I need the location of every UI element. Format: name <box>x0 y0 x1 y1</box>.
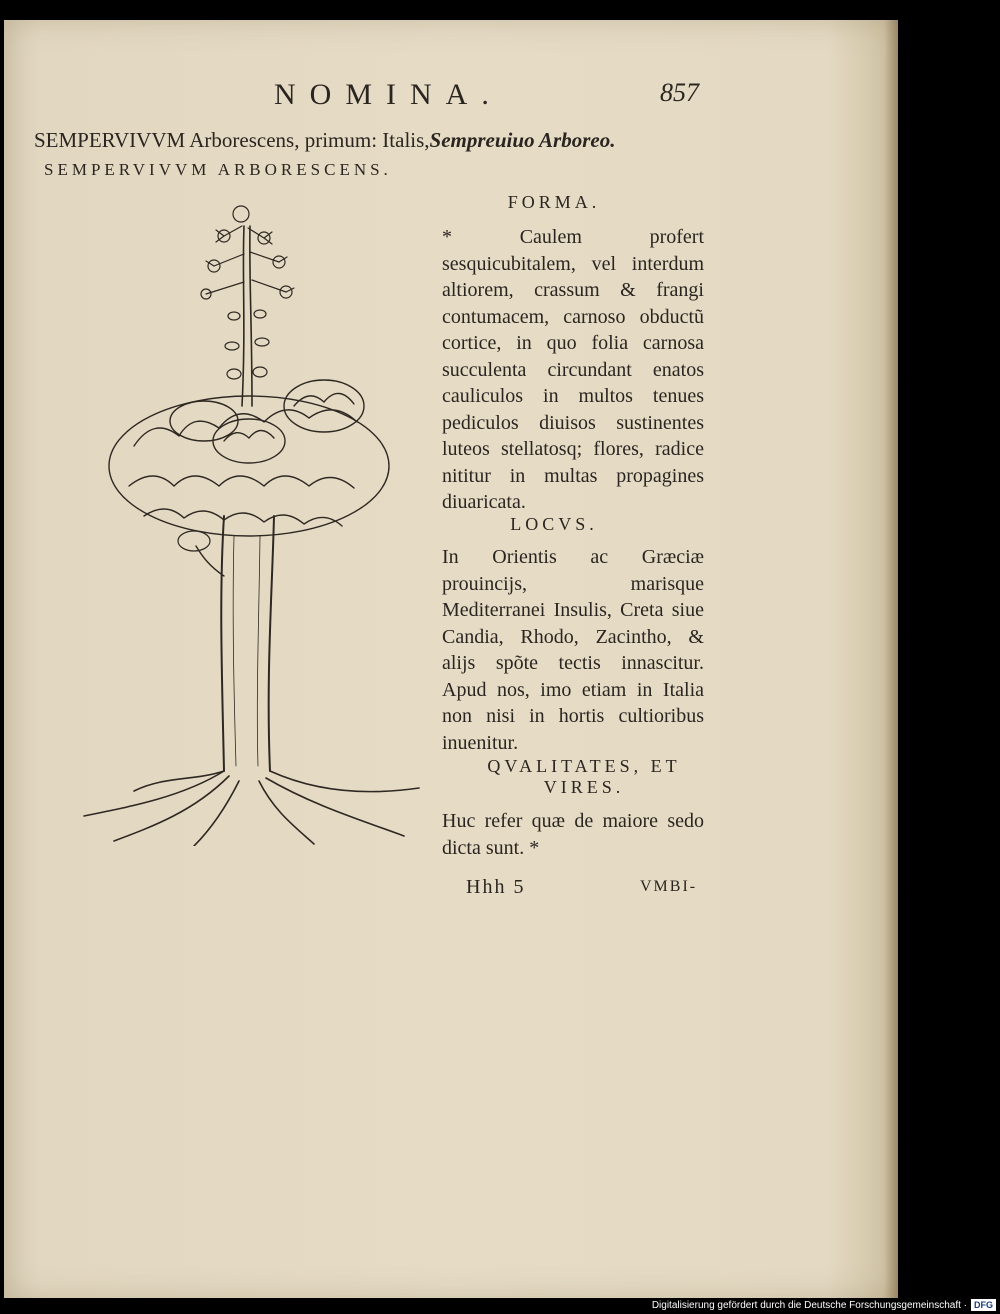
page-number: 857 <box>660 78 699 107</box>
illustration-caption: SEMPERVIVVM ARBORESCENS. <box>44 160 392 179</box>
digitization-credit <box>652 1298 996 1312</box>
page-edge-shadow <box>884 20 898 1298</box>
signature-mark: Hhh 5 <box>466 876 526 898</box>
section-heading-qualitates <box>444 756 724 798</box>
digitization-credit-text: Digitalisierung gefördert durch die Deutsche Forschungsgemeinschaft · <box>651 1299 967 1311</box>
plant-title-roman: SEMPERVIVVM Arborescens, primum: Italis, <box>34 128 430 152</box>
section-heading-forma: FORMA. <box>507 192 601 212</box>
section-text-qualitates: Huc refer quæ de maiore sedo dicta sunt. * <box>442 810 704 859</box>
dfg-logo-icon: DFG <box>971 1299 996 1311</box>
section-text-forma: * Caulem profert sesquicubitalem, vel interdum altiorem, crassum & frangi contumacem, carnoso obductũ cortice, in quo folia carnosa succulenta circundant enatos cauliculos in multos tenues pediculos diuisos sustinentes luteos stellatosq; flores, radice nititur in multas propagines diuaricata. <box>442 226 704 513</box>
section-heading-qualitates-line2: VIRES. <box>543 777 625 797</box>
section-text-locus: In Orientis ac Græciæ prouincijs, marisque Mediterranei Insulis, Creta siue Candia, Rhodo, Zacintho, & alijs spõte tectis innascitur. Apud nos, imo etiam in Italia non nisi in hortis cultioribus inuenitur. <box>442 546 704 754</box>
section-heading-qualitates-line1: QVALITATES, ET <box>487 756 681 776</box>
section-heading-locus: LOCVS. <box>510 514 598 534</box>
plant-title-italian: Sempreuiuo Arboreo. <box>429 128 616 152</box>
woodcut-tree-illustration <box>74 196 434 846</box>
book-page <box>4 20 898 1298</box>
catchword: VMBI- <box>640 878 698 895</box>
running-head: NOMINA. <box>274 78 503 111</box>
plant-title <box>34 128 615 153</box>
